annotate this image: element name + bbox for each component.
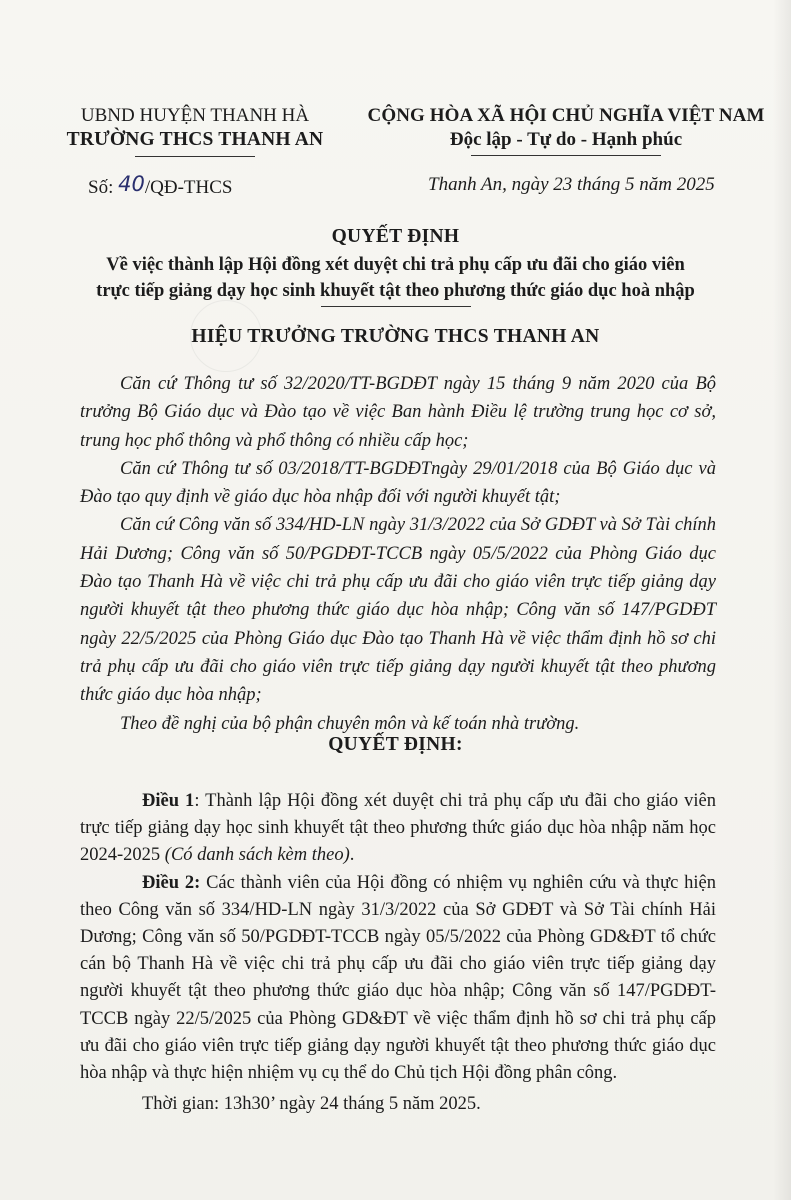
agency-name: UBND HUYỆN THANH HÀ	[80, 105, 310, 126]
document-number	[88, 174, 232, 199]
article-1	[80, 788, 716, 870]
article-1-note: (Có danh sách kèm theo)	[164, 845, 350, 866]
school-name: TRƯỜNG THCS THANH AN	[66, 129, 324, 150]
decision-heading: QUYẾT ĐỊNH:	[328, 734, 463, 755]
article-1-label: Điều 1	[142, 791, 195, 811]
article-2-text: Các thành viên của Hội đồng có nhiệm vụ nghiên cứu và thực hiện theo Công văn số 334/HD-LN ngày 31/3/2022 của Sở GDĐT và Sở Tài chính Hải Dương; Công văn số 50/PGDĐT-TCCB ngày 05/5/2022 của Phòng GD&ĐT tổ chức cán bộ Thanh Hà về việc chi trả phụ cấp ưu đãi cho giáo viên trực tiếp giảng dạy người khuyết tật theo phương thức giáo dục hòa nhập; Công văn số 147/PGDĐT-TCCB ngày 22/5/2025 của Phòng GD&ĐT về việc thẩm định hồ sơ chi trả phụ cấp ưu đãi cho giáo viên trực tiếp giảng dạy người khuyết tật theo phương thức giáo dục hòa nhập và thực hiện nhiệm vụ cụ thể do Chủ tịch Hội đồng phân công.	[80, 872, 716, 1084]
national-header	[352, 104, 780, 156]
meeting-time: Thời gian: 13h30’ ngày 24 tháng 5 năm 2025.	[142, 1094, 481, 1115]
subject-underline	[321, 306, 471, 307]
document-subject	[0, 252, 791, 307]
basis-paragraph: Căn cứ Thông tư số 32/2020/TT-BGDĐT ngày 15 tháng 9 năm 2020 của Bộ trưởng Bộ Giáo dục và Đào tạo về việc Ban hành Điều lệ trường trung học cơ sở, trung học phổ thông và phổ thông có nhiều cấp học;	[80, 374, 716, 451]
articles	[80, 788, 716, 1118]
nation-title: CỘNG HÒA XÃ HỘI CHỦ NGHĨA VIỆT NAM	[367, 105, 765, 126]
doc-number-prefix: Số:	[88, 177, 119, 198]
document-date: Thanh An, ngày 23 tháng 5 năm 2025	[428, 174, 715, 195]
issuer-header	[40, 104, 350, 157]
article-1-text: : Thành lập Hội đồng xét duyệt chi trả phụ cấp ưu đãi cho giáo viên trực tiếp giảng dạy học sinh khuyết tật theo phương thức giáo dục hòa nhập năm học 2024-2025	[80, 791, 717, 866]
national-motto: Độc lập - Tự do - Hạnh phúc	[449, 129, 683, 150]
legal-basis	[80, 370, 716, 738]
subject-line-1: Về việc thành lập Hội đồng xét duyệt chi trả phụ cấp ưu đãi cho giáo viên	[106, 255, 685, 275]
article-2	[80, 870, 716, 1088]
basis-paragraph: Theo đề nghị của bộ phận chuyên môn và kế toán nhà trường.	[120, 713, 580, 734]
doc-number-handwritten: 40	[118, 172, 145, 196]
doc-number-suffix: /QĐ-THCS	[144, 177, 233, 198]
motto-underline	[471, 155, 661, 156]
basis-paragraph: Căn cứ Thông tư số 03/2018/TT-BGDĐTngày 29/01/2018 của Bộ Giáo dục và Đào tạo quy định về giáo dục hòa nhập đối với người khuyết tật;	[80, 458, 716, 508]
school-underline	[135, 156, 255, 157]
document-title: QUYẾT ĐỊNH	[331, 226, 460, 247]
principal-heading: HIỆU TRƯỞNG TRƯỜNG THCS THANH AN	[191, 326, 600, 347]
basis-paragraph: Căn cứ Công văn số 334/HD-LN ngày 31/3/2022 của Sở GDĐT và Sở Tài chính Hải Dương; Công văn số 50/PGDĐT-TCCB ngày 05/5/2022 của Phòng Giáo dục Đào tạo Thanh Hà về việc chi trả phụ cấp ưu đãi cho giáo viên trực tiếp giảng dạy người khuyết tật theo phương thức giáo dục hòa nhập; Công văn số 147/PGDĐT ngày 22/5/2025 của Phòng Giáo dục Đào tạo Thanh Hà về việc thẩm định hồ sơ chi trả phụ cấp ưu đãi cho giáo viên trực tiếp giảng dạy người khuyết tật theo phương thức giáo dục hòa nhập;	[80, 515, 716, 706]
subject-line-2: trực tiếp giảng dạy học sinh khuyết tật theo phương thức giáo dục hoà nhập	[96, 281, 695, 301]
article-1-end: .	[349, 845, 355, 866]
page-edge-shadow	[773, 0, 791, 1200]
article-2-label: Điều 2:	[142, 872, 201, 893]
